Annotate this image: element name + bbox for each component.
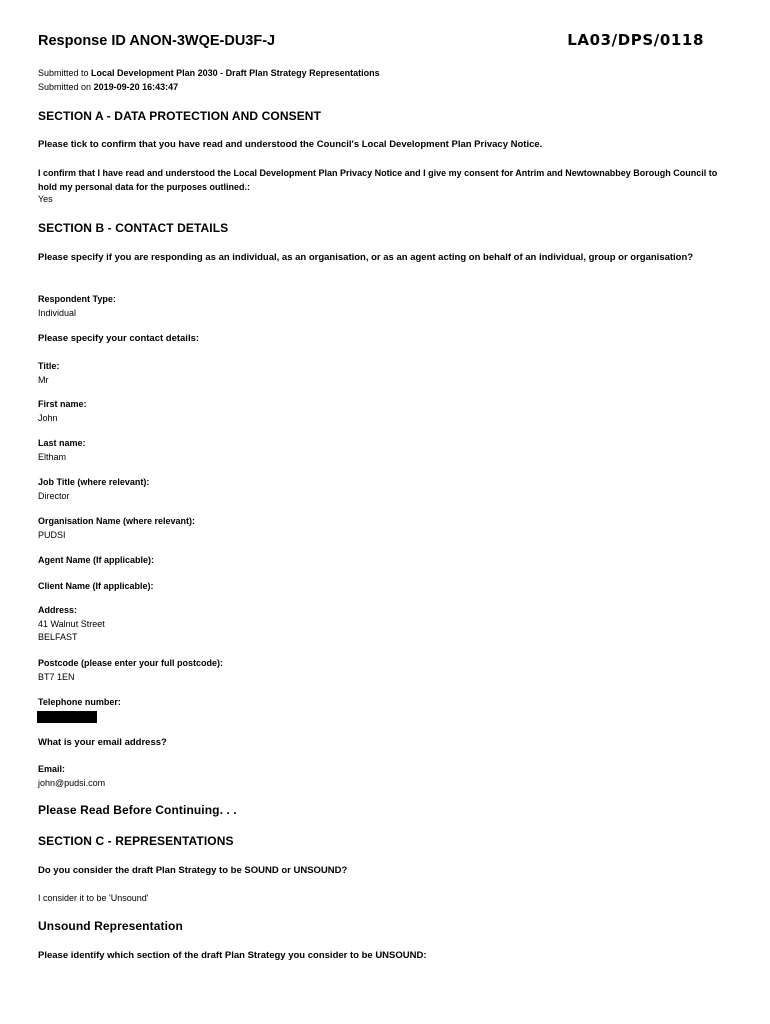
- title-label: Title:: [38, 361, 60, 371]
- contact-details-prompt: Please specify your contact details:: [38, 333, 200, 344]
- first-name-label: First name:: [38, 399, 87, 409]
- consent-answer: Yes: [38, 194, 53, 204]
- last-name-label: Last name:: [38, 438, 86, 448]
- organisation-value: PUDSI: [38, 530, 66, 540]
- response-id-title: Response ID ANON-3WQE-DU3F-J: [38, 33, 276, 49]
- sound-answer: I consider it to be 'Unsound': [38, 893, 149, 903]
- submitted-to-label: Submitted to: [38, 68, 89, 78]
- postcode-value: BT7 1EN: [38, 672, 75, 682]
- submitted-to-line: [38, 68, 380, 78]
- submitted-on-line: [38, 82, 178, 92]
- client-name-label: Client Name (If applicable):: [38, 581, 154, 591]
- address-line-2: BELFAST: [38, 632, 78, 642]
- please-read-heading: Please Read Before Continuing. . .: [38, 803, 237, 817]
- redacted-telephone: [37, 711, 97, 723]
- organisation-label: Organisation Name (where relevant):: [38, 516, 196, 526]
- telephone-label: Telephone number:: [38, 697, 121, 707]
- unsound-heading: Unsound Representation: [38, 919, 183, 933]
- email-value: john@pudsi.com: [38, 778, 106, 788]
- submitted-to-value: Local Development Plan 2030 - Draft Plan Strategy Representations: [91, 68, 380, 78]
- email-label: Email:: [38, 764, 66, 774]
- address-label: Address:: [38, 605, 78, 615]
- job-title-value: Director: [38, 491, 70, 501]
- job-title-label: Job Title (where relevant):: [38, 477, 150, 487]
- privacy-instruction: Please tick to confirm that you have read and understood the Council's Local Development Plan Privacy Notice.: [38, 139, 543, 150]
- sound-question: Do you consider the draft Plan Strategy to be SOUND or UNSOUND?: [38, 865, 348, 876]
- unsound-question: Please identify which section of the draft Plan Strategy you consider to be UNSOUND:: [38, 950, 427, 961]
- section-a-heading: SECTION A - DATA PROTECTION AND CONSENT: [38, 109, 322, 123]
- email-question: What is your email address?: [38, 737, 167, 748]
- respondent-type-value: Individual: [38, 308, 77, 318]
- section-c-heading: SECTION C - REPRESENTATIONS: [38, 834, 234, 848]
- submitted-on-label: Submitted on: [38, 82, 92, 92]
- last-name-value: Eltham: [38, 452, 67, 462]
- agent-name-label: Agent Name (If applicable):: [38, 555, 155, 565]
- address-line-1: 41 Walnut Street: [38, 619, 105, 629]
- title-value: Mr: [38, 375, 49, 385]
- respondent-type-label: Respondent Type:: [38, 294, 116, 304]
- respondent-question: Please specify if you are responding as an individual, as an organisation, or as an agent acting on behalf of an individual, group or organisation?: [38, 252, 694, 263]
- postcode-label: Postcode (please enter your full postcode):: [38, 658, 224, 668]
- section-b-heading: SECTION B - CONTACT DETAILS: [38, 221, 229, 235]
- reference-number: LA03/DPS/0118: [567, 31, 704, 49]
- submitted-on-value: 2019-09-20 16:43:47: [93, 82, 179, 92]
- consent-question: I confirm that I have read and understood the Local Development Plan Privacy Notice and I give my consent for Antrim and Newtownabbey Borough Council to hold my personal data for the purposes outlined.:: [38, 168, 718, 192]
- first-name-value: John: [38, 413, 58, 423]
